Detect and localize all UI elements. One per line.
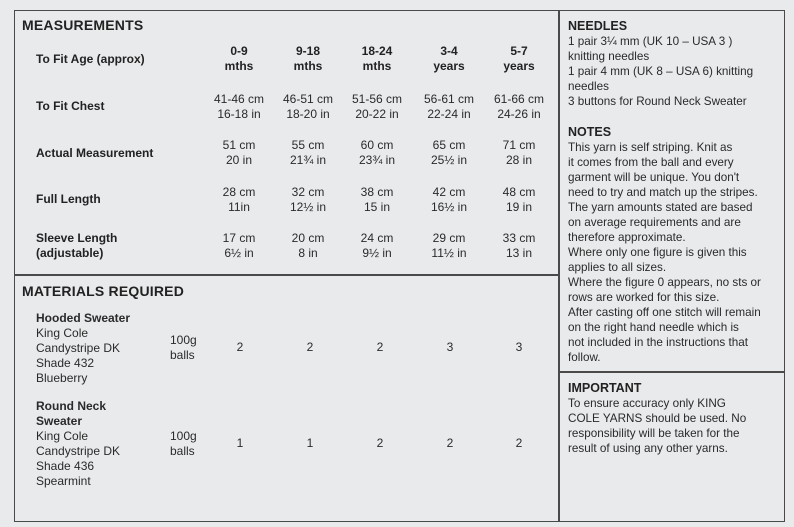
table-cell: 60 cm 23¾ in [358,138,396,167]
needles-text: 1 pair 3¼ mm (UK 10 – USA 3 ) knitting needles 1 pair 4 mm (UK 8 – USA 6) knitting needles 3 buttons for Round Neck Sweater [568,35,754,108]
table-cell: 32 cm 12½ in [289,185,327,214]
table-cell: 56-61 cm 22-24 in [423,92,475,121]
notes-title: NOTES [568,125,612,139]
table-cell: 29 cm 11½ in [431,231,467,260]
quantity-cell: 1 [236,436,244,450]
size-header-0: 0-9 mths [224,44,254,73]
quantity-cell: 2 [446,436,454,450]
size-header-2: 18-24 mths [361,44,393,73]
material-round-neck-sweater: Round Neck Sweater King Cole Candystripe DK Shade 436 Spearmint [36,399,121,488]
quantity-cell: 3 [515,340,523,354]
table-cell: 20 cm 8 in [291,231,325,260]
needles-title: NEEDLES [568,19,628,33]
table-cell: 51-56 cm 20-22 in [351,92,403,121]
material-unit: 100g balls [170,333,197,362]
size-header-4: 5-7 years [503,44,535,73]
table-cell: 46-51 cm 18-20 in [282,92,334,121]
material-unit: 100g balls [170,429,197,458]
table-cell: 33 cm 13 in [502,231,536,260]
table-cell: 41-46 cm 16-18 in [213,92,265,121]
table-cell: 61-66 cm 24-26 in [493,92,545,121]
table-cell: 17 cm 6½ in [222,231,256,260]
table-cell: 65 cm 25½ in [430,138,468,167]
quantity-cell: 2 [306,340,314,354]
quantity-cell: 2 [515,436,523,450]
row-label-length: Full Length [36,192,101,206]
column-divider [558,10,560,522]
table-cell: 28 cm 11in [222,185,256,214]
size-header-1: 9-18 mths [293,44,323,73]
important-title: IMPORTANT [568,381,642,395]
quantity-cell: 2 [376,436,384,450]
table-cell: 71 cm 28 in [502,138,536,167]
quantity-cell: 1 [306,436,314,450]
measurements-title: MEASUREMENTS [22,17,144,33]
section-divider-important [558,371,785,373]
section-divider-materials [14,274,559,276]
row-label-sleeve: Sleeve Length (adjustable) [36,231,118,260]
table-cell: 55 cm 21¾ in [289,138,327,167]
row-label-actual: Actual Measurement [36,146,154,160]
table-cell: 38 cm 15 in [360,185,394,214]
table-cell: 42 cm 16½ in [430,185,468,214]
quantity-cell: 2 [376,340,384,354]
table-cell: 51 cm 20 in [222,138,256,167]
quantity-cell: 3 [446,340,454,354]
row-label-chest: To Fit Chest [36,99,105,113]
row-label-age: To Fit Age (approx) [36,52,145,66]
notes-text: This yarn is self striping. Knit as it comes from the ball and every garment will be unique. You don't need to try and match up the stripes. The yarn amounts stated are based on average requirements and are therefore approximate. Where only one figure is given this applies to all sizes. Where the figure 0 appears, no sts or rows are worked for this size. After casting off one stitch will remain on the right hand needle which is not included in the instructions that follow. [568,141,761,364]
size-header-3: 3-4 years [433,44,465,73]
material-hooded-sweater: Hooded Sweater King Cole Candystripe DK Shade 432 Blueberry [36,311,131,385]
quantity-cell: 2 [236,340,244,354]
important-text: To ensure accuracy only KING COLE YARNS should be used. No responsibility will be taken for the result of using any other yarns. [568,397,747,455]
table-cell: 24 cm 9½ in [360,231,394,260]
table-cell: 48 cm 19 in [502,185,536,214]
materials-title: MATERIALS REQUIRED [22,283,185,299]
